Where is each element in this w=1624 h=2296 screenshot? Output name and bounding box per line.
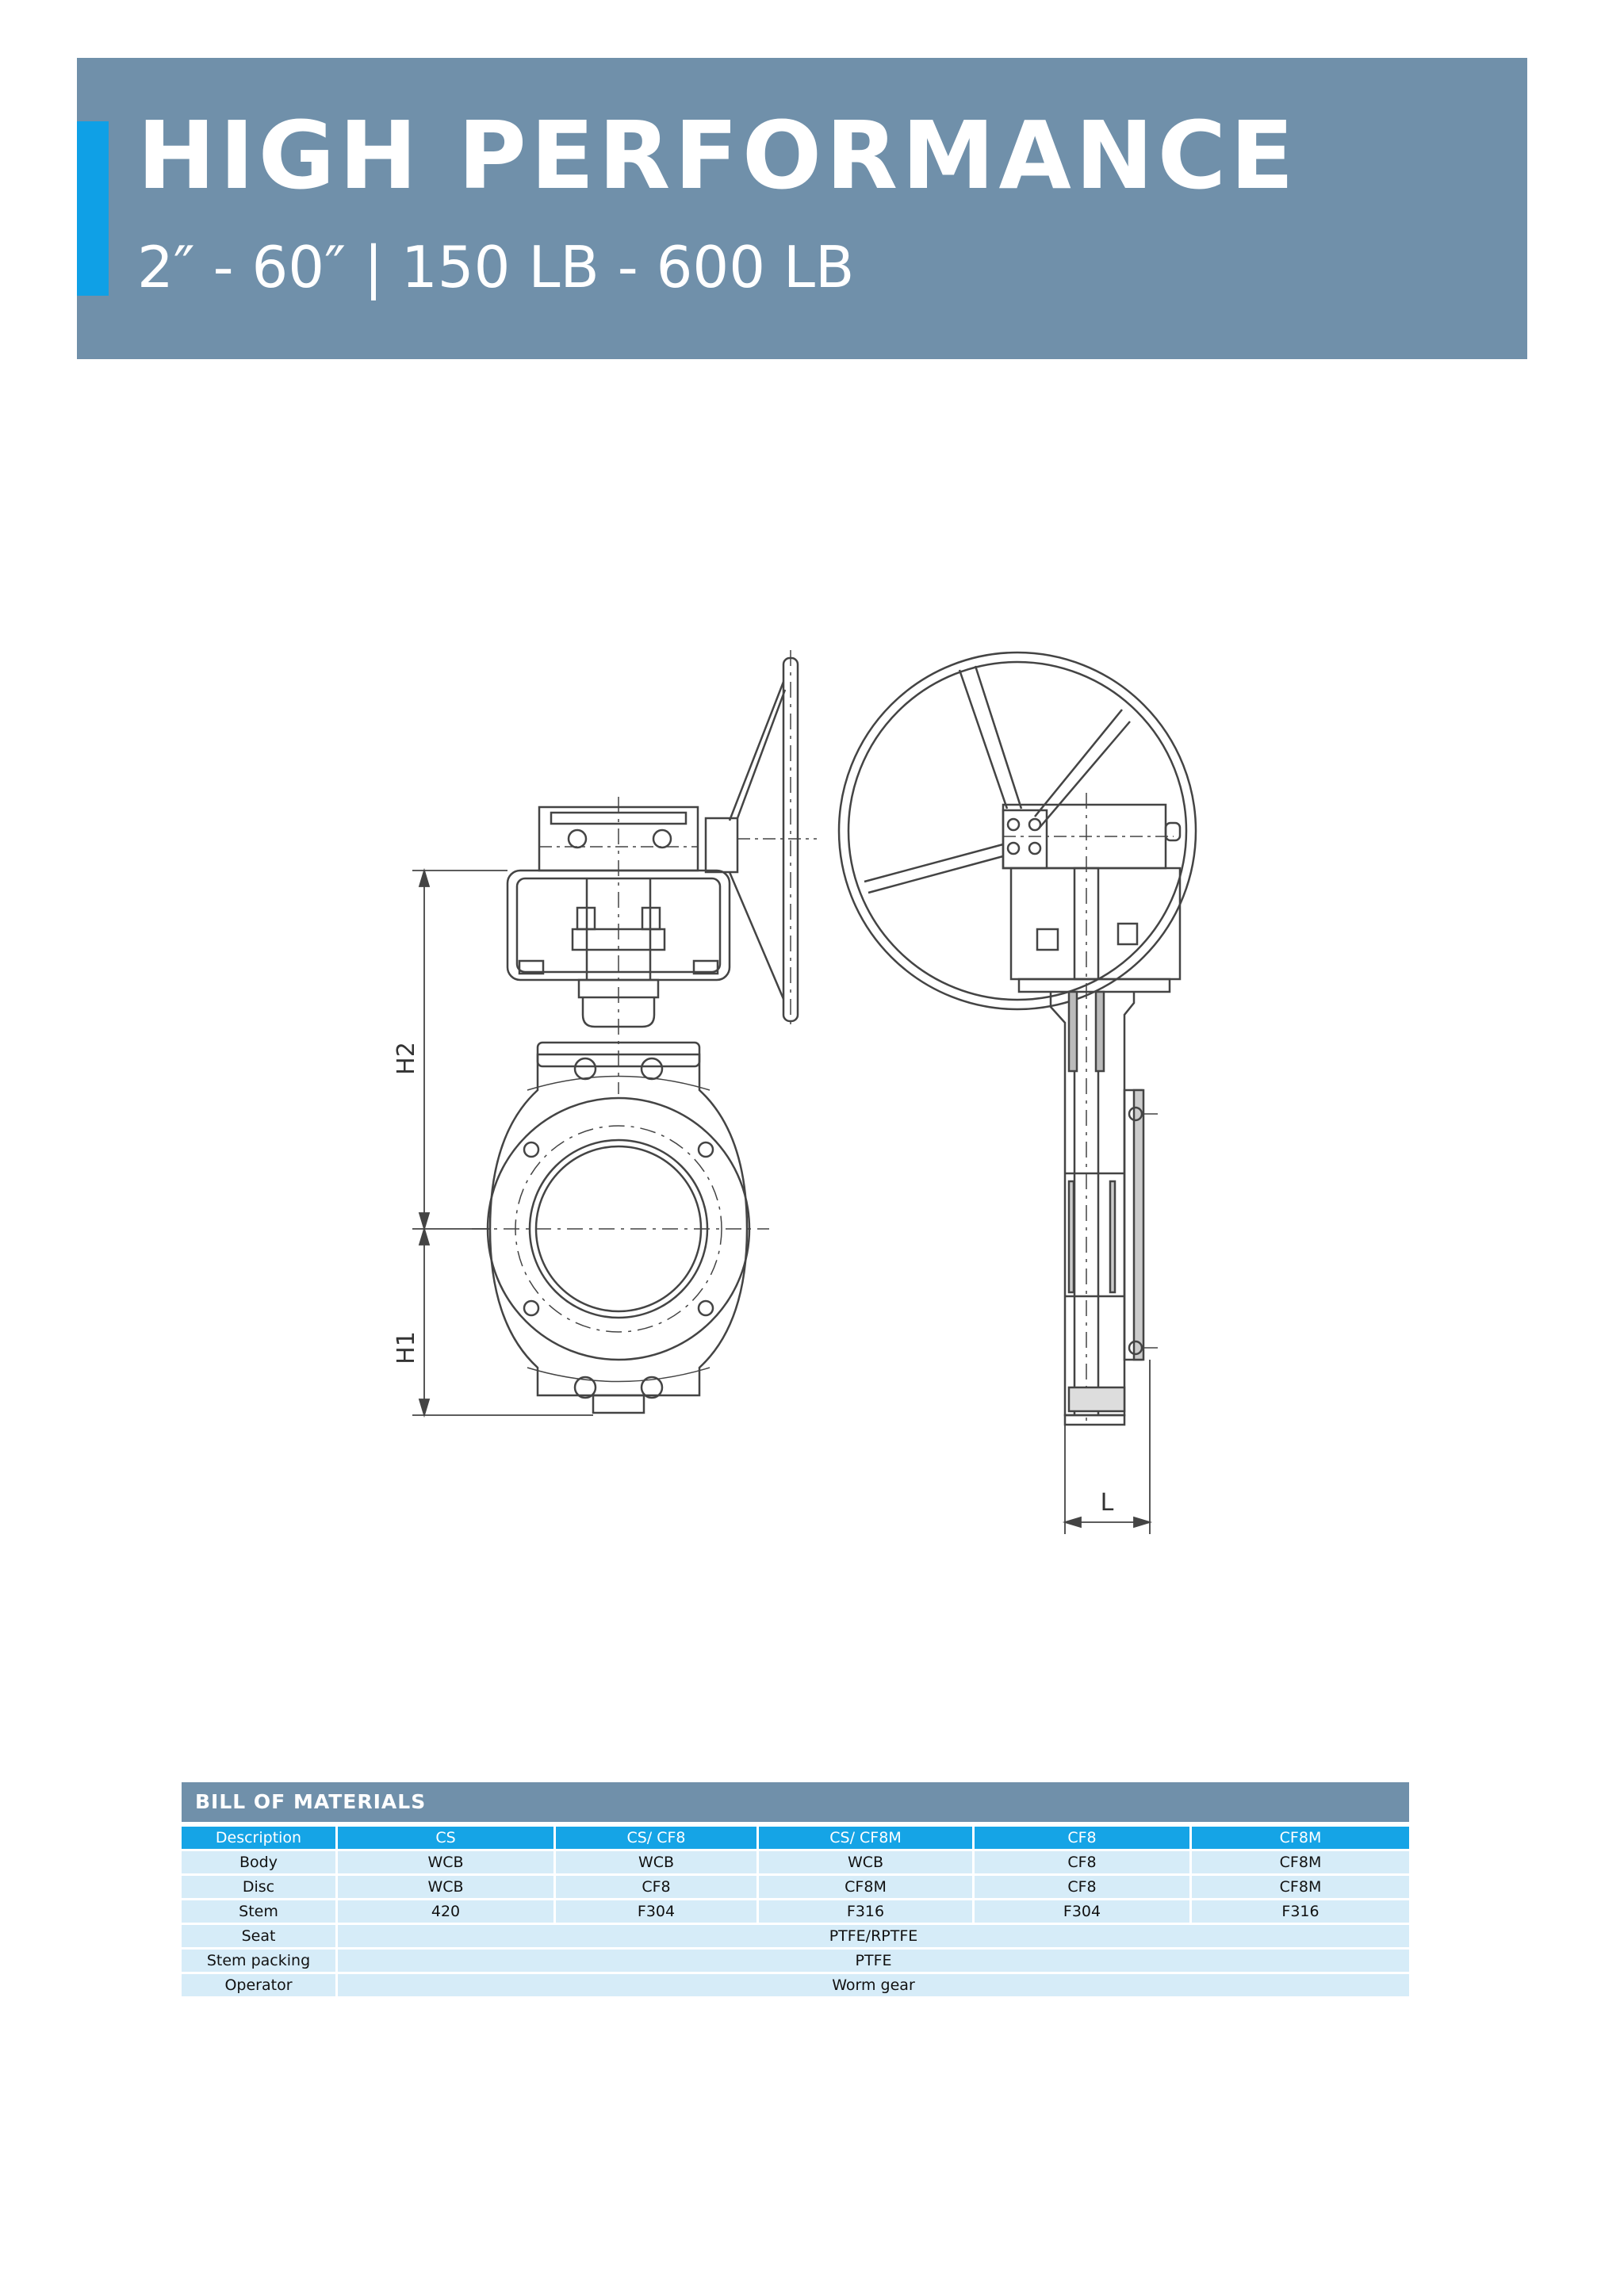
table-row [182, 1925, 1409, 1947]
table-row [182, 1974, 1409, 1996]
table-cell: F316 [759, 1900, 975, 1923]
accent-bar [77, 121, 109, 296]
table-cell: Operator [182, 1974, 338, 1996]
table-cell: CF8M [1192, 1851, 1409, 1873]
table-cell: F304 [556, 1900, 759, 1923]
table-cell: CF8M [759, 1876, 975, 1898]
front-handwheel [706, 650, 798, 1031]
table-cell: WCB [556, 1851, 759, 1873]
table-cell: Stem [182, 1900, 338, 1923]
front-view [393, 650, 817, 1415]
header-banner [77, 58, 1527, 359]
page-subtitle: 2″ - 60″ | 150 LB - 600 LB [137, 234, 855, 300]
bom-header-row [182, 1827, 1409, 1849]
valve-technical-drawing [341, 634, 1253, 1554]
side-view [839, 652, 1196, 1534]
table-cell: Body [182, 1851, 338, 1873]
table-cell-merged: PTFE [338, 1950, 1409, 1972]
table-row [182, 1950, 1409, 1972]
table-cell: CF8 [556, 1876, 759, 1898]
bill-of-materials [182, 1782, 1409, 1999]
table-cell-merged: Worm gear [338, 1974, 1409, 1996]
dimension-label-l: L [1100, 1489, 1114, 1517]
page-title: HIGH PERFORMANCE [137, 101, 1298, 210]
table-cell: CF8M [1192, 1876, 1409, 1898]
table-cell: 420 [338, 1900, 556, 1923]
bom-title: BILL OF MATERIALS [182, 1782, 1409, 1822]
front-body [472, 1054, 769, 1413]
table-cell: Disc [182, 1876, 338, 1898]
table-row [182, 1851, 1409, 1873]
side-gearbox [1003, 805, 1180, 979]
table-cell: F304 [975, 1900, 1192, 1923]
table-row [182, 1876, 1409, 1898]
bom-col-header: Description [182, 1827, 338, 1849]
side-handwheel [839, 652, 1196, 1009]
bom-col-header: CF8M [1192, 1827, 1409, 1849]
table-cell: Stem packing [182, 1950, 338, 1972]
bom-col-header: CS [338, 1827, 556, 1849]
bom-table [182, 1824, 1409, 1999]
table-cell-merged: PTFE/RPTFE [338, 1925, 1409, 1947]
front-gearbox [539, 797, 817, 1094]
bom-col-header: CS/ CF8 [556, 1827, 759, 1849]
table-cell: F316 [1192, 1900, 1409, 1923]
bom-col-header: CF8 [975, 1827, 1192, 1849]
table-cell: WCB [759, 1851, 975, 1873]
table-cell: Seat [182, 1925, 338, 1947]
table-cell: WCB [338, 1876, 556, 1898]
table-row [182, 1900, 1409, 1923]
dimension-label-h2: H2 [393, 1042, 420, 1075]
table-cell: WCB [338, 1851, 556, 1873]
dimension-label-h1: H1 [393, 1331, 420, 1364]
table-cell: CF8 [975, 1851, 1192, 1873]
bom-col-header: CS/ CF8M [759, 1827, 975, 1849]
side-body [1019, 793, 1170, 1427]
table-cell: CF8 [975, 1876, 1192, 1898]
